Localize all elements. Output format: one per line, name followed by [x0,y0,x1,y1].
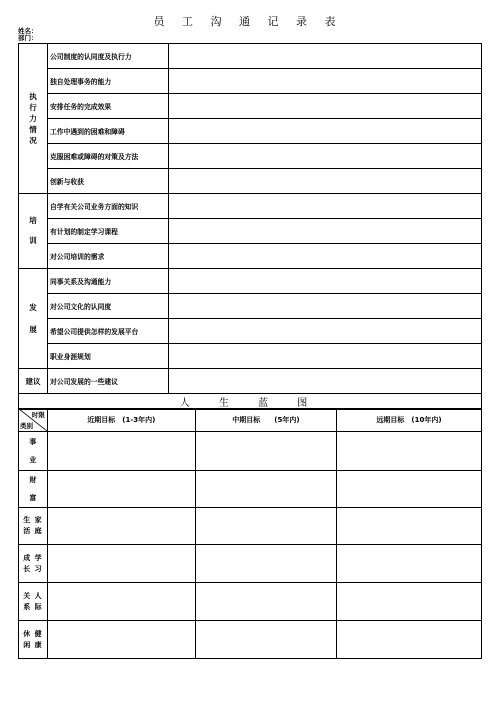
answer-cell[interactable] [169,169,482,194]
goal-cell[interactable] [195,432,336,471]
item-label: 创新与收获 [48,169,169,194]
goal-cell[interactable] [336,545,481,583]
column-header: 中期目标 (5年内) [195,409,336,432]
category-label: 生 家 活 庭 [19,508,48,545]
item-label: 自学有关公司业务方面的知识 [48,194,169,219]
item-label: 独自处理事务的能力 [48,69,169,94]
answer-cell[interactable] [169,69,482,94]
goal-cell[interactable] [47,508,195,545]
category-label: 休 健 闲 康 [19,621,48,659]
answer-cell[interactable] [169,94,482,119]
item-label: 工作中遇到的困难和障碍 [48,119,169,144]
goal-cell[interactable] [195,508,336,545]
goal-cell[interactable] [336,621,481,659]
goal-cell[interactable] [47,621,195,659]
blueprint-title: 人 生 蓝 图 [19,394,482,410]
item-label: 对公司文化的认同度 [48,294,169,319]
corner-top-label: 时限 [31,411,45,419]
item-label: 职业身涯规划 [48,344,169,369]
section-label-development: 发展 [19,269,48,369]
item-label: 公司制度的认同度及执行力 [48,44,169,69]
name-label: 姓名： [18,27,38,35]
answer-cell[interactable] [169,144,482,169]
item-label: 有计划的制定学习课程 [48,219,169,244]
goal-cell[interactable] [47,583,195,621]
category-label: 事 业 [19,432,48,471]
goal-cell[interactable] [47,471,195,508]
corner-bottom-label: 类别 [20,422,33,430]
goal-cell[interactable] [195,621,336,659]
item-label: 希望公司提供怎样的发展平台 [48,319,169,344]
goal-cell[interactable] [336,432,481,471]
goal-cell[interactable] [336,471,481,508]
goal-cell[interactable] [195,471,336,508]
page-title: 员 工 沟 通 记 录 表 [153,15,343,28]
item-label: 克服困难或障碍的对策及方法 [48,144,169,169]
item-label: 同事关系及沟通能力 [48,269,169,294]
goal-cell[interactable] [47,432,195,471]
goal-cell[interactable] [195,583,336,621]
life-blueprint-table [18,408,482,659]
goal-cell[interactable] [336,583,481,621]
item-label: 安排任务的完成效果 [48,94,169,119]
answer-cell[interactable] [169,219,482,244]
answer-cell[interactable] [169,269,482,294]
goal-cell[interactable] [47,545,195,583]
section-label-execution: 执行力情况 [19,44,48,194]
section-label-suggestion: 建议 [19,369,48,394]
answer-cell[interactable] [169,369,482,394]
category-label: 成 学 长 习 [19,545,48,583]
answer-cell[interactable] [169,344,482,369]
item-label: 对公司发展的一些建议 [48,369,169,394]
column-header: 远期目标 (10年内) [336,409,481,432]
answer-cell[interactable] [169,44,482,69]
section-label-training: 培训 [19,194,48,269]
dept-label: 部门： [18,34,38,42]
answer-cell[interactable] [169,194,482,219]
answer-cell[interactable] [169,119,482,144]
goal-cell[interactable] [195,545,336,583]
communication-record-table [18,43,482,410]
category-label: 财 富 [19,471,48,508]
column-header: 近期目标 (1-3年内) [47,409,195,432]
corner-header [19,409,48,432]
item-label: 对公司培训的需求 [48,244,169,269]
answer-cell[interactable] [169,244,482,269]
answer-cell[interactable] [169,319,482,344]
category-label: 关 人 系 际 [19,583,48,621]
goal-cell[interactable] [336,508,481,545]
answer-cell[interactable] [169,294,482,319]
